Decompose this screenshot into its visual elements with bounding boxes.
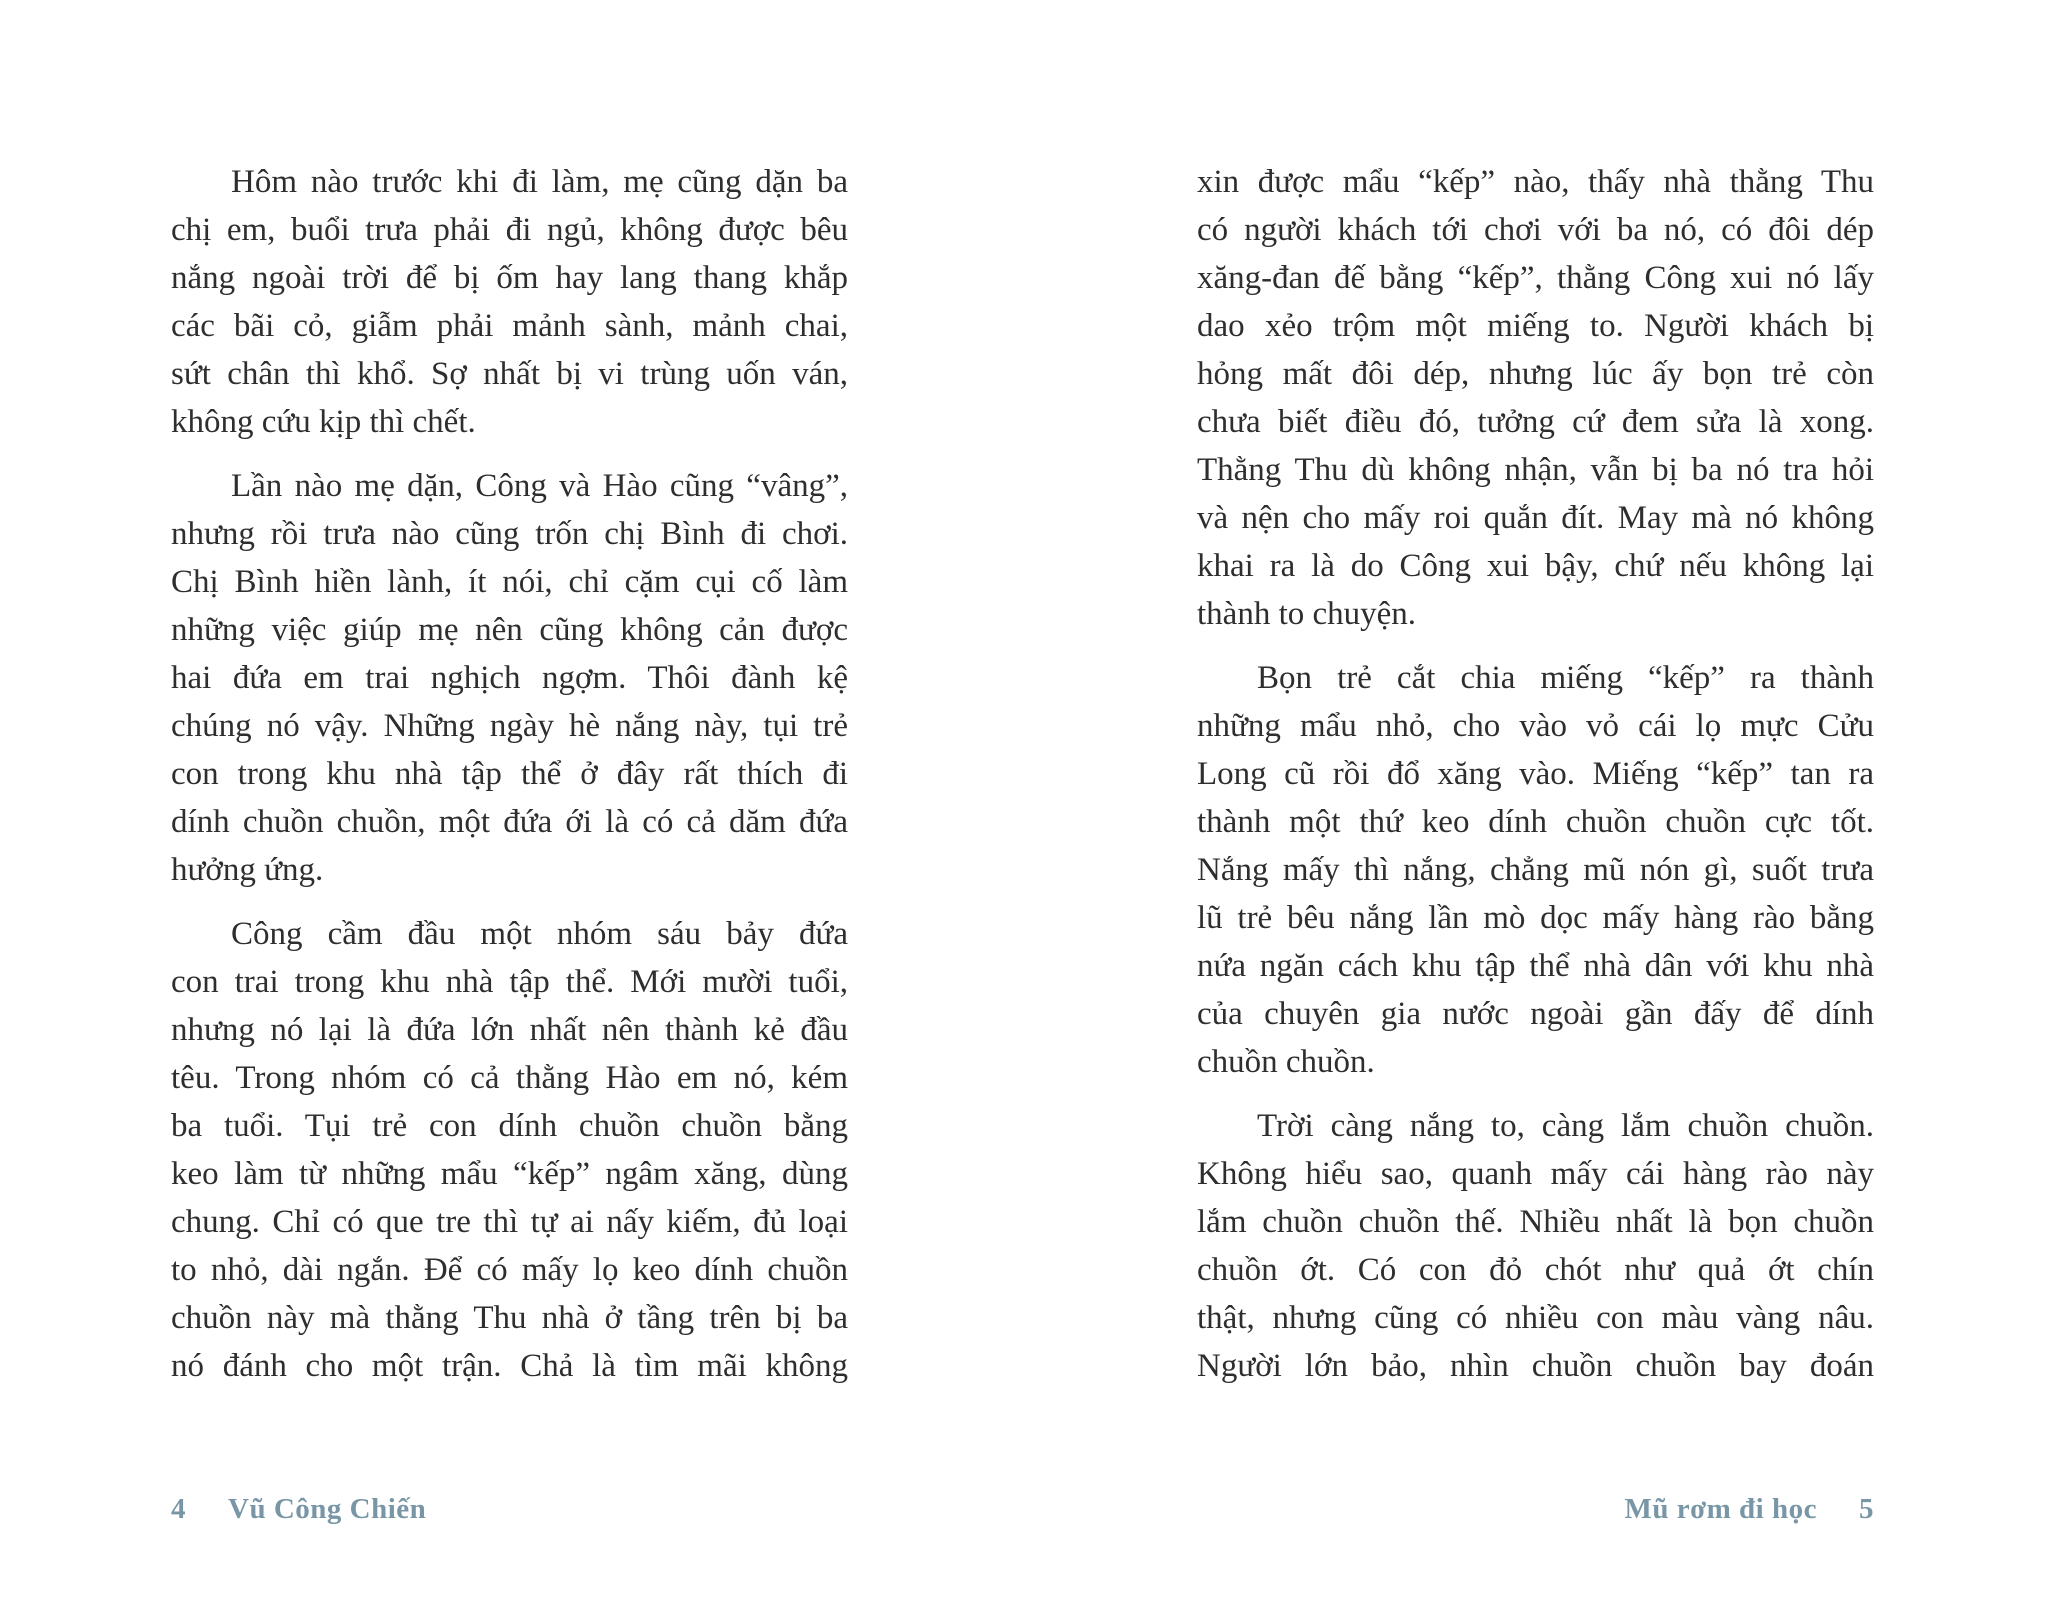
text-line: Hôm nào trước khi đi làm, mẹ cũng dặn ba (231, 164, 848, 200)
left-page-number: 4 (171, 1493, 186, 1525)
text-line: Long cũ rồi đổ xăng vào. Miếng “kếp” tan ra (1197, 756, 1874, 792)
text-line: của chuyên gia nước ngoài gần đấy để dính (1197, 996, 1874, 1032)
running-title-author: Vũ Công Chiến (228, 1493, 427, 1525)
paragraph (171, 158, 848, 446)
text-line: têu. Trong nhóm có cả thằng Hào em nó, kém (171, 1060, 848, 1096)
left-page-text (171, 158, 848, 1390)
right-page-text (1197, 158, 1874, 1390)
text-line: lắm chuồn chuồn thế. Nhiều nhất là bọn chuồn (1197, 1204, 1874, 1240)
text-line: thành một thứ keo dính chuồn chuồn cực tốt. (1197, 804, 1874, 840)
text-line: Trời càng nắng to, càng lắm chuồn chuồn. (1257, 1108, 1874, 1144)
right-page-number: 5 (1859, 1493, 1874, 1525)
text-line: chung. Chỉ có que tre thì tự ai nấy kiếm, đủ loại (171, 1204, 848, 1240)
text-line: chị em, buổi trưa phải đi ngủ, không được bêu (171, 212, 848, 248)
text-line: sứt chân thì khổ. Sợ nhất bị vi trùng uốn ván, (171, 356, 848, 392)
text-line: nứa ngăn cách khu tập thể nhà dân với khu nhà (1197, 948, 1874, 984)
text-line: hưởng ứng. (171, 852, 324, 888)
text-line: nhưng nó lại là đứa lớn nhất nên thành kẻ đầu (171, 1012, 848, 1048)
right-page-footer (1624, 1490, 1874, 1528)
text-line: lũ trẻ bêu nắng lần mò dọc mấy hàng rào bằng (1197, 900, 1874, 936)
text-line: dao xẻo trộm một miếng to. Người khách bị (1197, 308, 1874, 344)
text-line: dính chuồn chuồn, một đứa ới là có cả dăm đứa (171, 804, 848, 840)
paragraph (171, 910, 848, 1390)
text-line: con trong khu nhà tập thể ở đây rất thích đi (171, 756, 848, 792)
text-line: con trai trong khu nhà tập thể. Mới mười tuổi, (171, 964, 848, 1000)
text-line: chuồn này mà thằng Thu nhà ở tầng trên bị ba (171, 1300, 848, 1336)
text-line: Thằng Thu dù không nhận, vẫn bị ba nó tra hỏi (1197, 452, 1874, 488)
text-line: Công cầm đầu một nhóm sáu bảy đứa (231, 916, 848, 952)
text-line: Nắng mấy thì nắng, chẳng mũ nón gì, suốt trưa (1197, 852, 1874, 888)
text-line: nắng ngoài trời để bị ốm hay lang thang khắp (171, 260, 848, 296)
text-line: Không hiểu sao, quanh mấy cái hàng rào này (1197, 1156, 1874, 1192)
text-line: khai ra là do Công xui bậy, chứ nếu không lại (1197, 548, 1874, 584)
text-line: to nhỏ, dài ngắn. Để có mấy lọ keo dính chuồn (171, 1252, 848, 1288)
paragraph (1197, 1102, 1874, 1390)
text-line: thành to chuyện. (1197, 596, 1417, 632)
text-line: keo làm từ những mẩu “kếp” ngâm xăng, dùng (171, 1156, 848, 1192)
paragraph (171, 462, 848, 894)
paragraph (1197, 654, 1874, 1086)
text-line: ba tuổi. Tụi trẻ con dính chuồn chuồn bằng (171, 1108, 848, 1144)
text-line: Lần nào mẹ dặn, Công và Hào cũng “vâng”, (231, 468, 848, 504)
text-line: hỏng mất đôi dép, nhưng lúc ấy bọn trẻ còn (1197, 356, 1874, 392)
left-page-footer (171, 1490, 426, 1528)
text-line: nhưng rồi trưa nào cũng trốn chị Bình đi chơi. (171, 516, 848, 552)
text-line: Chị Bình hiền lành, ít nói, chỉ cặm cụi cố làm (171, 564, 848, 600)
text-line: chuồn chuồn. (1197, 1044, 1375, 1080)
text-line: Bọn trẻ cắt chia miếng “kếp” ra thành (1257, 660, 1874, 696)
text-line: Người lớn bảo, nhìn chuồn chuồn bay đoán (1197, 1348, 1874, 1384)
text-line: xăng-đan đế bằng “kếp”, thằng Công xui nó lấy (1197, 260, 1874, 296)
paragraph (1197, 158, 1874, 638)
text-line: chuồn ớt. Có con đỏ chót như quả ớt chín (1197, 1252, 1874, 1288)
text-line: chúng nó vậy. Những ngày hè nắng này, tụi trẻ (171, 708, 848, 744)
text-line: các bãi cỏ, giẫm phải mảnh sành, mảnh chai, (171, 308, 848, 344)
running-title-book: Mũ rơm đi học (1624, 1493, 1817, 1525)
text-line: có người khách tới chơi với ba nó, có đôi dép (1197, 212, 1874, 248)
text-line: những việc giúp mẹ nên cũng không cản được (171, 612, 848, 648)
text-line: nó đánh cho một trận. Chả là tìm mãi không (171, 1348, 848, 1384)
text-line: những mẩu nhỏ, cho vào vỏ cái lọ mực Cửu (1197, 708, 1874, 744)
text-line: và nện cho mấy roi quắn đít. May mà nó không (1197, 500, 1874, 536)
text-line: chưa biết điều đó, tưởng cứ đem sửa là xong. (1197, 404, 1874, 440)
text-line: không cứu kịp thì chết. (171, 404, 476, 440)
text-line: thật, nhưng cũng có nhiều con màu vàng nâu. (1197, 1300, 1874, 1336)
text-line: hai đứa em trai nghịch ngợm. Thôi đành kệ (171, 660, 848, 696)
text-line: xin được mẩu “kếp” nào, thấy nhà thằng Thu (1197, 164, 1874, 200)
